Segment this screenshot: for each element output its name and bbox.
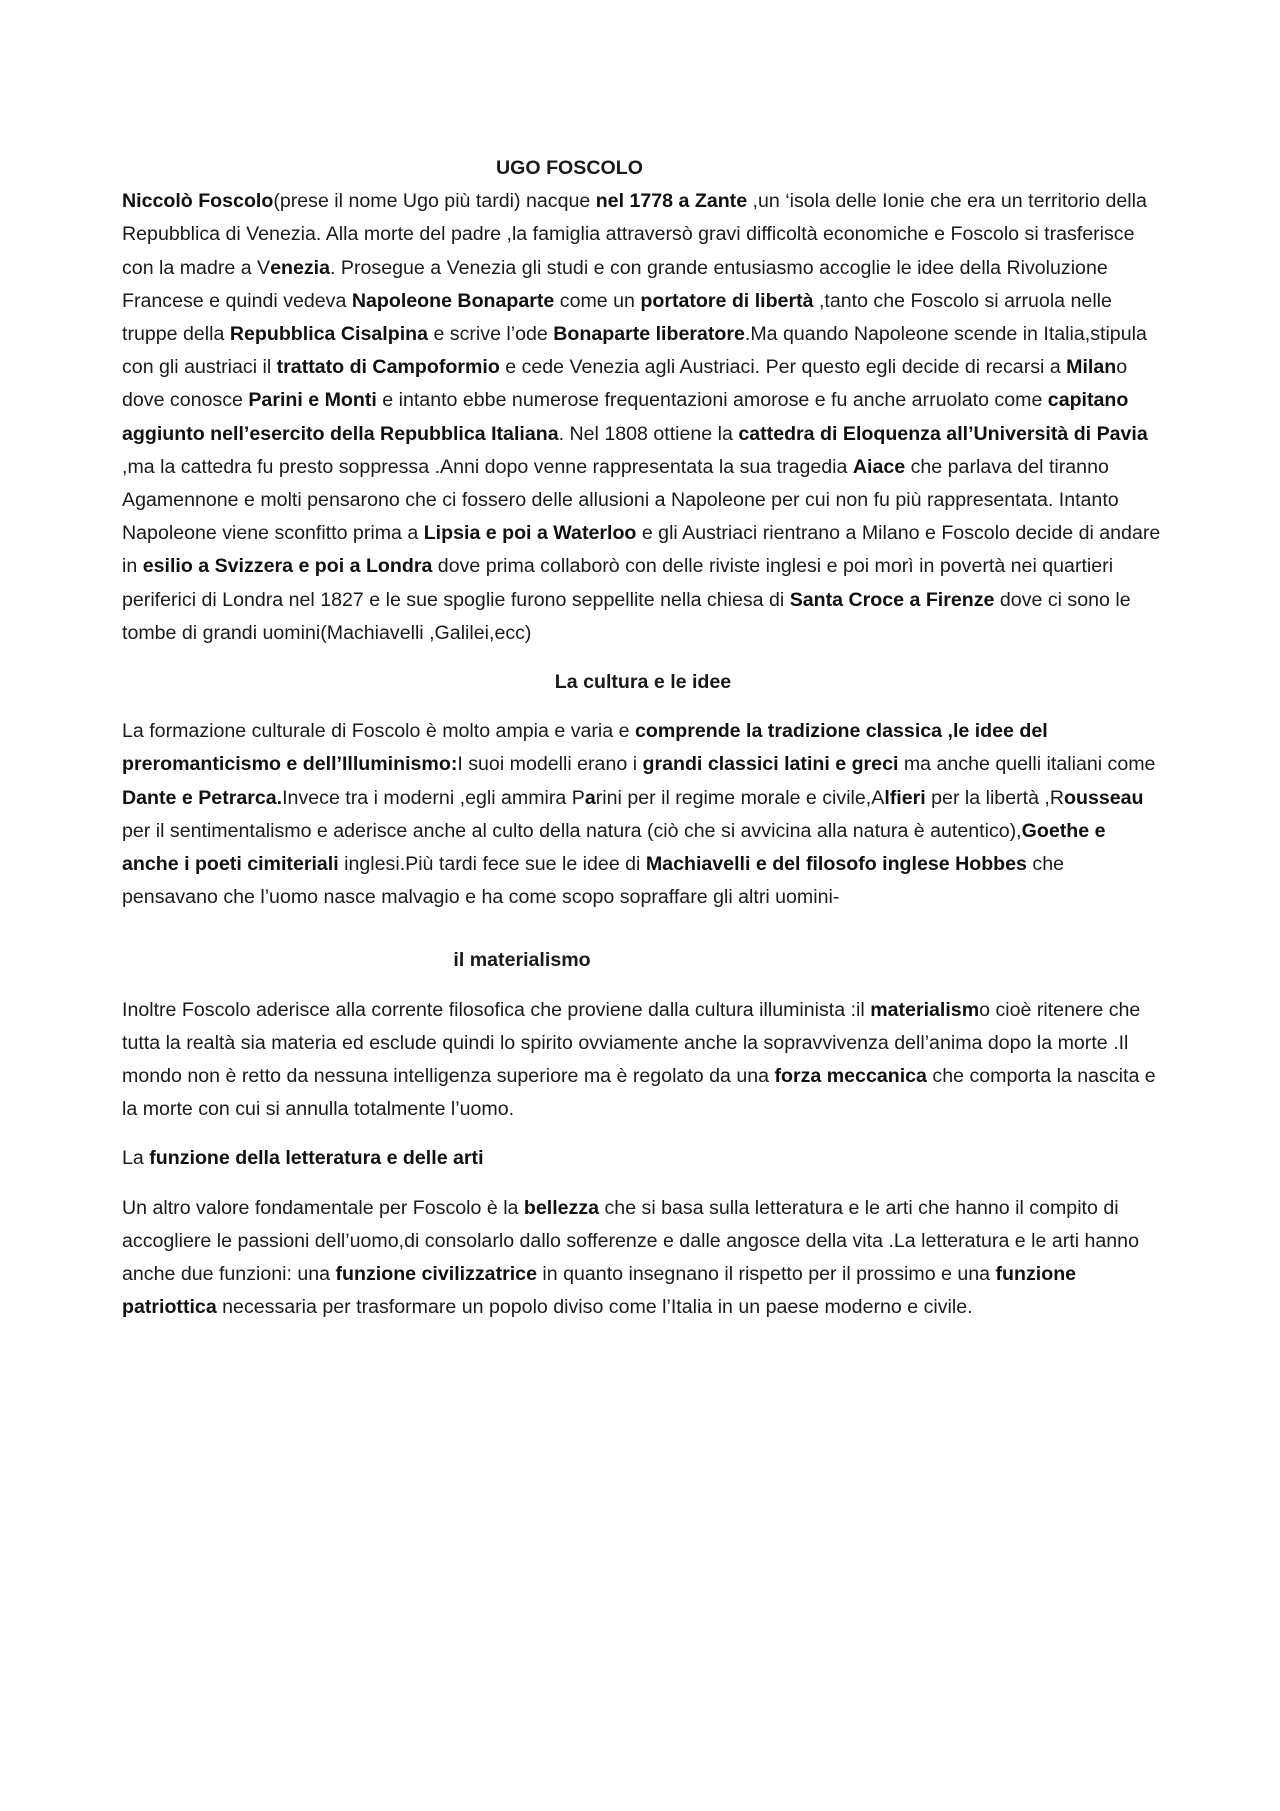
- bold-text-run: Milan: [1066, 356, 1117, 379]
- bold-text-run: funzione civilizzatrice: [335, 1263, 537, 1286]
- bold-text-run: portatore di libertà: [640, 289, 814, 312]
- text-run: o cioè ritenere che tutta la realtà sia materia ed esclude quindi lo spirito ovviamente anche la sopravvivenza dell’anima dopo la morte .Il mondo non è retto da nessuna intelligenza superiore ma è regolato da una: [122, 998, 1141, 1088]
- bold-text-run: Dante e Petrarca.: [122, 786, 283, 809]
- text-run: (prese il nome Ugo più tardi) nacque: [273, 190, 596, 213]
- bold-text-run: Niccolò Foscolo: [122, 190, 274, 213]
- heading-materialismo: il materialismo: [453, 949, 591, 972]
- text-run: Invece tra i moderni ,egli ammira P: [282, 786, 585, 809]
- text-run: che pensavano che l’uomo nasce malvagio e ha come scopo sopraffare gli altri uomini-: [122, 853, 1064, 909]
- bold-text-run: ousseau: [1064, 786, 1144, 809]
- bold-text-run: comprende la tradizione classica ,le idee del preromanticismo e dell’Illuminismo:: [122, 720, 1048, 776]
- bold-text-run: Goethe e anche i poeti cimiteriali: [122, 819, 1106, 876]
- bold-text-run: a: [584, 786, 596, 809]
- bold-text-run: cattedra di Eloquenza all’Università di Pavia: [738, 422, 1148, 445]
- text-run: ma anche quelli italiani come: [898, 753, 1156, 776]
- text-run: La formazione culturale di Foscolo è molto ampia e varia e: [122, 720, 635, 743]
- text-run: ,ma la cattedra fu presto soppressa .Anni dopo venne rappresentata la sua tragedia: [122, 455, 853, 478]
- text-run: Un altro valore fondamentale per Foscolo è la: [122, 1196, 524, 1219]
- bold-text-run: Machiavelli e del filosofo inglese Hobbes: [645, 853, 1027, 876]
- bold-text-run: esilio a Svizzera e poi a Londra: [142, 555, 433, 578]
- heading-funzione-letteratura: [122, 1142, 1162, 1175]
- text-run: . Nel 1808 ottiene la: [558, 422, 739, 445]
- text-run: come un: [554, 289, 641, 312]
- bold-text-run: Bonaparte liberatore: [553, 323, 745, 346]
- bold-text-run: Lipsia e poi a Waterloo: [423, 522, 637, 545]
- text-run: inglesi.Più tardi fece sue le idee di: [338, 853, 646, 876]
- bold-text-run: Parini e Monti: [248, 389, 377, 412]
- text-run: che comporta la nascita e la morte con cui si annulla totalmente l’uomo.: [122, 1065, 1156, 1121]
- text-run: . Prosegue a Venezia gli studi e con grande entusiasmo accoglie le idee della Rivoluzione Francese e quindi vedeva: [122, 256, 1108, 312]
- bold-text-run: funzione della letteratura e delle arti: [149, 1147, 484, 1170]
- bold-text-run: enezia: [270, 256, 331, 279]
- paragraph-funzione: [122, 1192, 1162, 1325]
- text-run: .Ma quando Napoleone scende in Italia,stipula con gli austriaci il: [122, 323, 1147, 379]
- text-run: dove ci sono le tombe di grandi uomini(Machiavelli ,Galilei,ecc): [122, 588, 1131, 644]
- text-run: La: [122, 1147, 150, 1170]
- text-run: e gli Austriaci rientrano a Milano e Foscolo decide di andare in: [122, 522, 1161, 578]
- bold-text-run: trattato di Campoformio: [276, 356, 500, 379]
- text-run: che parlava del tiranno Agamennone e molti pensarono che ci fossero delle allusioni a Napoleone per cui non fu più rappresentata. Intanto Napoleone viene sconfitto prima a: [122, 455, 1119, 545]
- text-run: o dove conosce: [122, 356, 1128, 412]
- bold-text-run: materialism: [870, 998, 980, 1021]
- bold-text-run: Napoleone Bonaparte: [351, 289, 555, 312]
- bold-text-run: grandi classici latini e greci: [642, 753, 899, 776]
- text-run: Inoltre Foscolo aderisce alla corrente filosofica che proviene dalla cultura illuminista :il: [122, 998, 871, 1021]
- heading-cultura-idee: La cultura e le idee: [554, 671, 732, 694]
- bold-text-run: nel 1778 a Zante: [595, 190, 748, 213]
- bold-text-run: Aiace: [852, 455, 906, 478]
- text-run: ,tanto che Foscolo si arruola nelle truppe della: [122, 289, 1112, 346]
- bold-text-run: funzione patriottica: [122, 1263, 1077, 1319]
- text-run: e cede Venezia agli Austriaci. Per questo egli decide di recarsi a: [499, 356, 1067, 379]
- text-run: per il sentimentalismo e aderisce anche al culto della natura (ciò che si avvicina alla natura è autentico),: [122, 819, 1022, 842]
- paragraph-materialismo: [122, 994, 1162, 1127]
- bold-text-run: forza meccanica: [774, 1065, 927, 1088]
- paragraph-biography: [122, 185, 1162, 650]
- text-run: rini per il regime morale e civile,A: [595, 786, 885, 809]
- text-run: che si basa sulla letteratura e le arti che hanno il compito di accogliere le passioni dell’uomo,di consolarlo dallo sofferenze e dalle angosce della vita .La letteratura e le arti hanno anche due funzioni: una: [122, 1196, 1139, 1286]
- bold-text-run: capitano aggiunto nell’esercito della Repubblica Italiana: [122, 389, 1129, 445]
- text-run: I suoi modelli erano i: [457, 753, 643, 776]
- paragraph-cultura: [122, 715, 1162, 914]
- text-run: in quanto insegnano il rispetto per il prossimo e una: [536, 1263, 996, 1286]
- bold-text-run: lfieri: [884, 786, 926, 809]
- document-body: [122, 152, 1162, 1325]
- text-run: e intanto ebbe numerose frequentazioni amorose e fu anche arruolato come: [376, 389, 1048, 412]
- bold-text-run: Santa Croce a Firenze: [789, 588, 995, 611]
- text-run: dove prima collaborò con delle riviste inglesi e poi morì in povertà nei quartieri periferici di Londra nel 1827 e le sue spoglie furono seppellite nella chiesa di: [122, 555, 1114, 611]
- text-run: ,un ‘isola delle Ionie che era un territorio della Repubblica di Venezia. Alla morte del padre ,la famiglia attraversò gravi difficoltà economiche e Foscolo si trasferisce con la madre a V: [122, 190, 1147, 279]
- text-run: per la libertà ,R: [925, 786, 1065, 809]
- bold-text-run: bellezza: [523, 1196, 600, 1219]
- document-title: UGO FOSCOLO: [496, 157, 643, 179]
- text-run: necessaria per trasformare un popolo diviso come l’Italia in un paese moderno e civile.: [216, 1296, 973, 1319]
- text-run: e scrive l’ode: [428, 323, 554, 346]
- bold-text-run: Repubblica Cisalpina: [229, 323, 429, 346]
